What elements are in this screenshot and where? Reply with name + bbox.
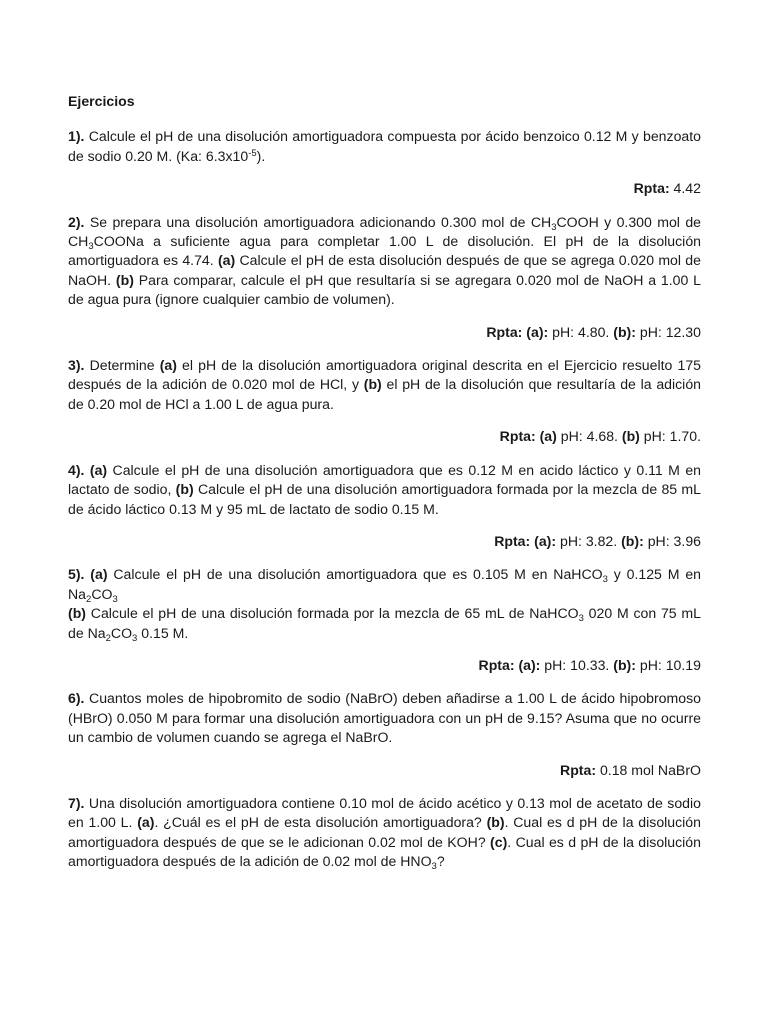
exercise-7: 7). Una disolución amortiguadora contiene 0.10 mol de ácido acético y 0.13 mol de acetato de sodio en 1.00 L. (a). ¿Cuál es el pH de esta disolución amortiguadora? (b). Cual es d pH de la disolución amortiguadora después de que se le adicionan 0.02 mol de KOH? (c). Cual es d pH de la disolución amortiguadora después de la adición de 0.02 mol de $HNO_3$? [68, 794, 701, 873]
exercise-3: 3). Determine (a) el pH de la disolución amortiguadora original descrita en el Ejercicio resuelto 175 después de la adición de 0.020 mol de HCl, y (b) el pH de la disolución que resultaría de la adición de 0.20 mol de HCl a 1.00 L de agua pura. [68, 357, 701, 412]
answer-4: Rpta: (a): pH: 3.82. (b): pH: 3.96 [494, 532, 701, 549]
exercise-number: 4). [68, 461, 85, 478]
exercise-2: 2). Se prepara una disolución amortiguadora adicionando 0.300 mol de $CH_3COOH$ y 0.300 mol de $CH_3COONa$ a suficiente agua para completar 1.00 L de disolución. El pH de la disolución amortiguadora es 4.74. (a) Calcule el pH de esta disolución después de que se agrega 0.020 mol de NaOH. (b) Para comparar, calcule el pH que resultaría si se agregara 0.020 mol de NaOH a 1.00 L de agua pura (ignore cualquier cambio de volumen). [68, 213, 701, 308]
exercise-6: 6). Cuantos moles de hipobromito de sodio (NaBrO) deben añadirse a 1.00 L de ácido hipobromoso (HBrO) 0.050 M para formar una disolución amortiguadora con un pH de 9.15? Asuma que no ocurre un cambio de volumen cuando se agrega el NaBrO. [68, 690, 701, 746]
answer-3: Rpta: (a) pH: 4.68. (b) pH: 1.70. [499, 428, 701, 445]
answer-5: Rpta: (a): pH: 10.33. (b): pH: 10.19 [478, 656, 701, 673]
answer-6: Rpta: 0.18 mol NaBrO [560, 761, 701, 778]
answer-2: Rpta: (a): pH: 4.80. (b): pH: 12.30 [486, 323, 701, 340]
answer-1: Rpta: 4.42 [633, 180, 701, 197]
exercise-number: 2). [68, 213, 85, 230]
exercise-number: 7). [68, 794, 85, 811]
exercise-number: 3). [68, 357, 85, 374]
exercise-number: 1). [68, 128, 85, 145]
page-title: Ejercicios [68, 93, 135, 109]
exercise-number: 6). [68, 690, 85, 707]
exercise-1: 1). Calcule el pH de una disolución amortiguadora compuesta por ácido benzoico 0.12 M y benzoato de sodio 0.20 M. (Ka: $6.3x10^{-5}$). [68, 128, 701, 164]
exercise-5: 5). (a) Calcule el pH de una disolución amortiguadora que es 0.105 M en NaHCO$_3$ y 0.125 M en $Na_2CO_3$ (b) Calcule el pH de una disolución formada por la mezcla de 65 mL de NaHCO$_3$ 020 M con 75 mL de $Na_2CO_3$ 0.15 M. [68, 566, 701, 644]
exercise-number: 5). [68, 566, 85, 583]
exercise-4: 4). (a) Calcule el pH de una disolución amortiguadora que es 0.12 M en acido láctico y 0.11 M en lactato de sodio, (b) Calcule el pH de una disolución amortiguadora formada por la mezcla de 85 mL de ácido láctico 0.13 M y 95 mL de lactato de sodio 0.15 M. [68, 461, 701, 517]
